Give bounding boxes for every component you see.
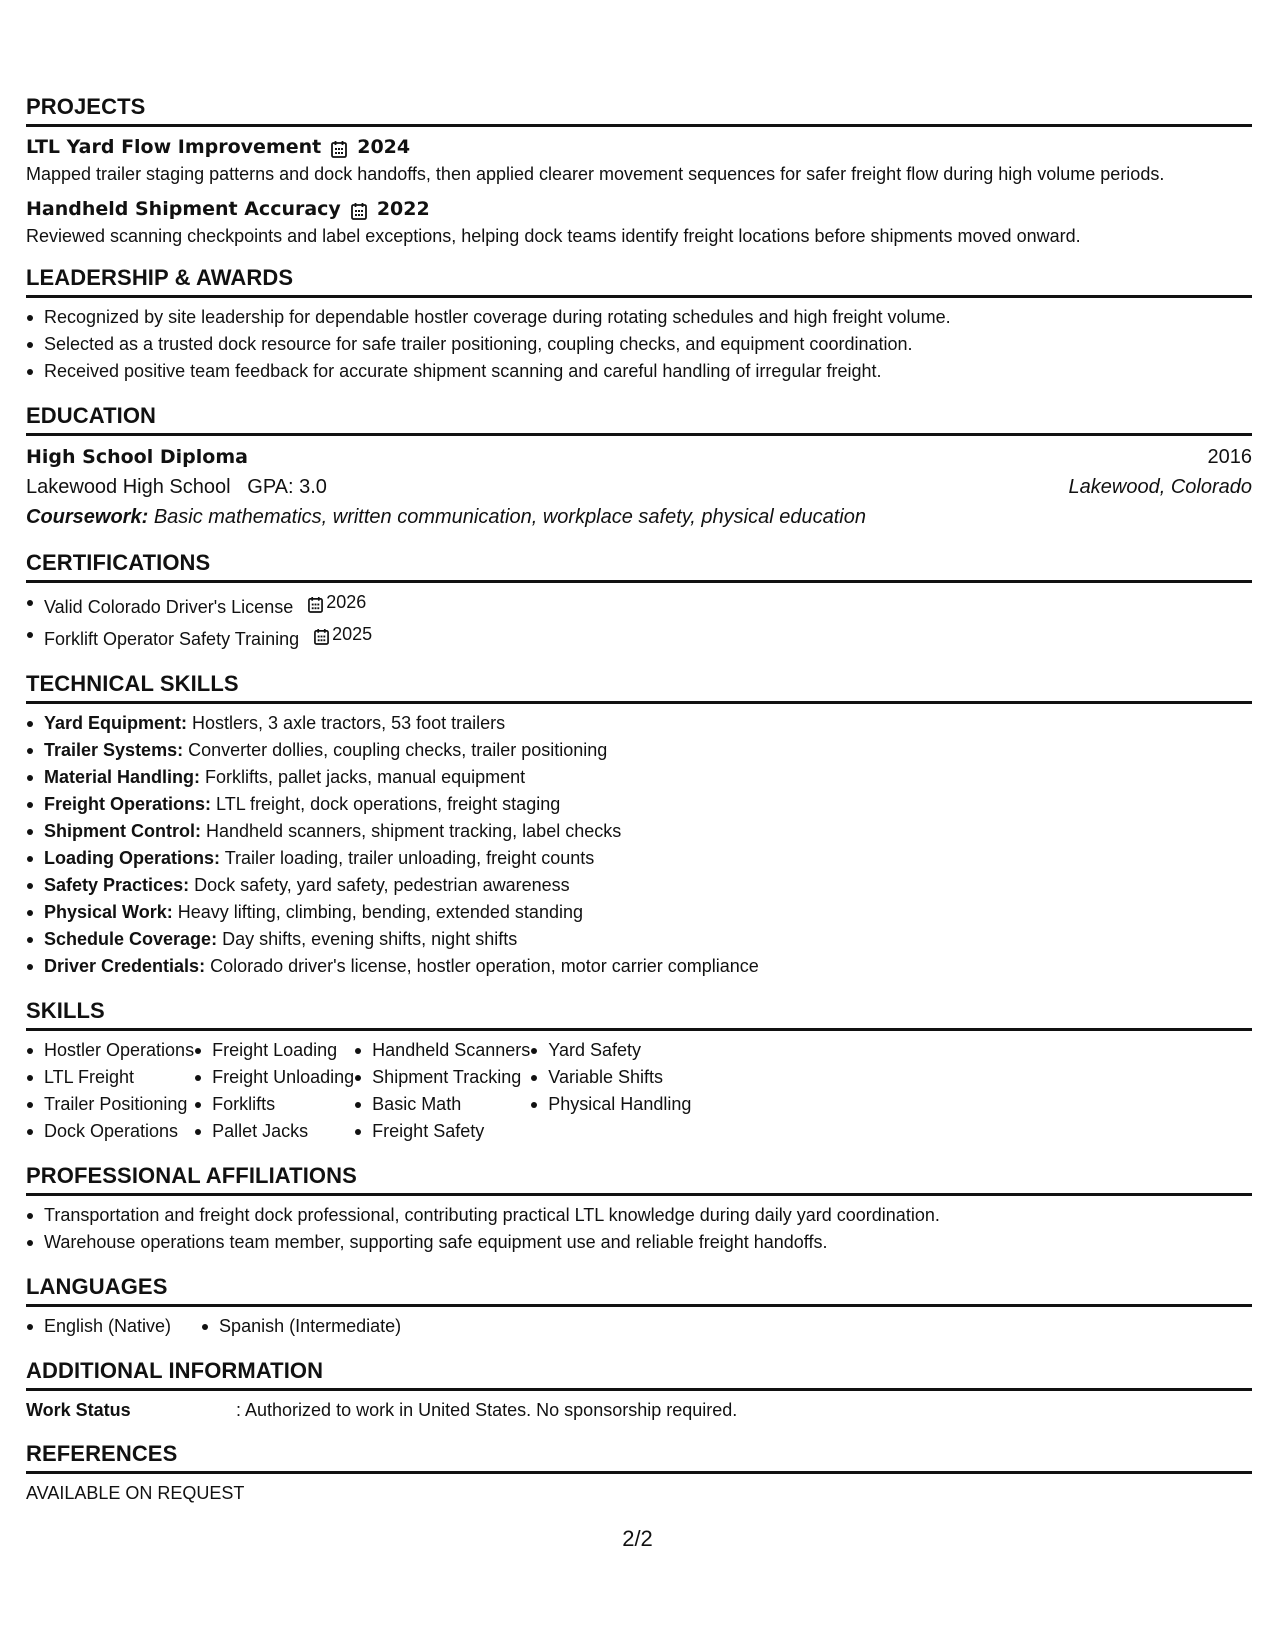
list-item: Dock Operations bbox=[44, 1118, 194, 1145]
education-coursework bbox=[26, 502, 1252, 532]
skill-category: Loading Operations: bbox=[44, 848, 221, 868]
list-item bbox=[44, 953, 1252, 980]
project-name: Handheld Shipment Accuracy bbox=[26, 198, 341, 220]
list-item: Shipment Tracking bbox=[372, 1064, 530, 1091]
skill-category: Physical Work: bbox=[44, 902, 173, 922]
list-item bbox=[44, 764, 1252, 791]
education-school: Lakewood High School bbox=[26, 476, 231, 498]
languages-section bbox=[26, 1274, 1252, 1340]
skill-category: Shipment Control: bbox=[44, 821, 201, 841]
affiliations-section bbox=[26, 1163, 1252, 1256]
list-item: Pallet Jacks bbox=[212, 1118, 354, 1145]
skill-values: Trailer loading, trailer unloading, freight counts bbox=[224, 848, 595, 868]
list-item: Hostler Operations bbox=[44, 1037, 194, 1064]
skills-column bbox=[26, 1037, 194, 1145]
calendar-icon bbox=[308, 594, 323, 611]
skill-category: Material Handling: bbox=[44, 767, 201, 787]
section-title-references: REFERENCES bbox=[26, 1441, 1252, 1474]
skills-section bbox=[26, 998, 1252, 1145]
leadership-section bbox=[26, 265, 1252, 385]
coursework-label: Coursework: bbox=[26, 506, 149, 528]
certification-name: Valid Colorado Driver's License bbox=[44, 597, 294, 617]
skill-values: Hostlers, 3 axle tractors, 53 foot trailers bbox=[192, 713, 506, 733]
skill-values: Converter dollies, coupling checks, trailer positioning bbox=[188, 740, 608, 760]
list-item: Freight Safety bbox=[372, 1118, 530, 1145]
list-item: Basic Math bbox=[372, 1091, 530, 1118]
references-section bbox=[26, 1441, 1252, 1506]
skill-values: Heavy lifting, climbing, bending, extended standing bbox=[177, 902, 583, 922]
skill-values: Dock safety, yard safety, pedestrian awareness bbox=[194, 875, 570, 895]
list-item: Trailer Positioning bbox=[44, 1091, 194, 1118]
skill-category: Safety Practices: bbox=[44, 875, 190, 895]
technical-skills-section bbox=[26, 671, 1252, 980]
skill-category: Schedule Coverage: bbox=[44, 929, 218, 949]
education-gpa: GPA: 3.0 bbox=[247, 476, 327, 498]
list-item bbox=[44, 845, 1252, 872]
section-title-certifications: CERTIFICATIONS bbox=[26, 550, 1252, 583]
section-title-additional-info: ADDITIONAL INFORMATION bbox=[26, 1358, 1252, 1391]
calendar-icon bbox=[351, 200, 367, 218]
education-location: Lakewood, Colorado bbox=[1068, 476, 1252, 498]
project-name: LTL Yard Flow Improvement bbox=[26, 136, 322, 158]
section-title-technical-skills: TECHNICAL SKILLS bbox=[26, 671, 1252, 704]
project-item bbox=[26, 133, 1252, 187]
language-item: Spanish (Intermediate) bbox=[219, 1313, 401, 1340]
education-degree: High School Diploma bbox=[26, 446, 248, 468]
list-item bbox=[44, 737, 1252, 764]
list-item: Variable Shifts bbox=[548, 1064, 691, 1091]
project-year: 2024 bbox=[357, 136, 411, 158]
work-status-label: Work Status bbox=[26, 1400, 131, 1420]
section-title-education: EDUCATION bbox=[26, 403, 1252, 436]
projects-section bbox=[26, 94, 1252, 249]
list-item: Warehouse operations team member, supporting safe equipment use and reliable freight handoffs. bbox=[44, 1229, 1252, 1256]
list-item: Handheld Scanners bbox=[372, 1037, 530, 1064]
list-item: Freight Unloading bbox=[212, 1064, 354, 1091]
language-item: English (Native) bbox=[44, 1313, 171, 1340]
skills-column bbox=[530, 1037, 691, 1145]
skill-values: Forklifts, pallet jacks, manual equipment bbox=[205, 767, 526, 787]
skill-values: Colorado driver's license, hostler operation, motor carrier compliance bbox=[210, 956, 759, 976]
list-item: Selected as a trusted dock resource for safe trailer positioning, coupling checks, and equipment coordination. bbox=[44, 331, 1252, 358]
project-description: Reviewed scanning checkpoints and label exceptions, helping dock teams identify freight locations before shipments moved onward. bbox=[26, 226, 1081, 246]
education-section bbox=[26, 403, 1252, 532]
section-title-leadership: LEADERSHIP & AWARDS bbox=[26, 265, 1252, 298]
list-item bbox=[44, 710, 1252, 737]
section-title-languages: LANGUAGES bbox=[26, 1274, 1252, 1307]
skill-category: Driver Credentials: bbox=[44, 956, 206, 976]
list-item bbox=[44, 791, 1252, 818]
list-item bbox=[44, 872, 1252, 899]
project-year: 2022 bbox=[376, 198, 430, 220]
page-number: 2/2 bbox=[622, 1526, 653, 1551]
list-item bbox=[44, 899, 1252, 926]
list-item: Transportation and freight dock professional, contributing practical LTL knowledge during daily yard coordination. bbox=[44, 1202, 1252, 1229]
skills-column bbox=[354, 1037, 530, 1145]
certification-item bbox=[44, 589, 1252, 621]
skills-column bbox=[194, 1037, 354, 1145]
section-title-skills: SKILLS bbox=[26, 998, 1252, 1031]
calendar-icon bbox=[331, 138, 347, 156]
list-item bbox=[44, 926, 1252, 953]
certification-name: Forklift Operator Safety Training bbox=[44, 629, 300, 649]
skill-category: Trailer Systems: bbox=[44, 740, 184, 760]
list-item: LTL Freight bbox=[44, 1064, 194, 1091]
skill-values: Handheld scanners, shipment tracking, label checks bbox=[206, 821, 622, 841]
calendar-icon bbox=[314, 626, 329, 643]
certifications-section bbox=[26, 550, 1252, 653]
education-year: 2016 bbox=[1207, 446, 1252, 468]
list-item: Recognized by site leadership for dependable hostler coverage during rotating schedules and high freight volume. bbox=[44, 304, 1252, 331]
list-item: Yard Safety bbox=[548, 1037, 691, 1064]
certification-year: 2025 bbox=[332, 624, 373, 644]
section-title-affiliations: PROFESSIONAL AFFILIATIONS bbox=[26, 1163, 1252, 1196]
additional-info-section bbox=[26, 1358, 1252, 1423]
references-text: AVAILABLE ON REQUEST bbox=[26, 1483, 245, 1503]
list-item: Received positive team feedback for accurate shipment scanning and careful handling of irregular freight. bbox=[44, 358, 1252, 385]
project-item bbox=[26, 195, 1252, 249]
project-description: Mapped trailer staging patterns and dock handoffs, then applied clearer movement sequences for safer freight flow during high volume periods. bbox=[26, 164, 1165, 184]
resume-page bbox=[26, 94, 1252, 1506]
list-item: Freight Loading bbox=[212, 1037, 354, 1064]
skill-category: Yard Equipment: bbox=[44, 713, 188, 733]
certification-year: 2026 bbox=[326, 592, 367, 612]
skill-category: Freight Operations: bbox=[44, 794, 212, 814]
work-status-value: : Authorized to work in United States. No sponsorship required. bbox=[236, 1400, 738, 1420]
section-title-projects: PROJECTS bbox=[26, 94, 1252, 127]
list-item: Physical Handling bbox=[548, 1091, 691, 1118]
certification-item bbox=[44, 621, 1252, 653]
list-item bbox=[44, 818, 1252, 845]
list-item: Forklifts bbox=[212, 1091, 354, 1118]
skill-values: LTL freight, dock operations, freight staging bbox=[216, 794, 561, 814]
coursework-text: Basic mathematics, written communication, workplace safety, physical education bbox=[153, 506, 866, 528]
skill-values: Day shifts, evening shifts, night shifts bbox=[222, 929, 518, 949]
